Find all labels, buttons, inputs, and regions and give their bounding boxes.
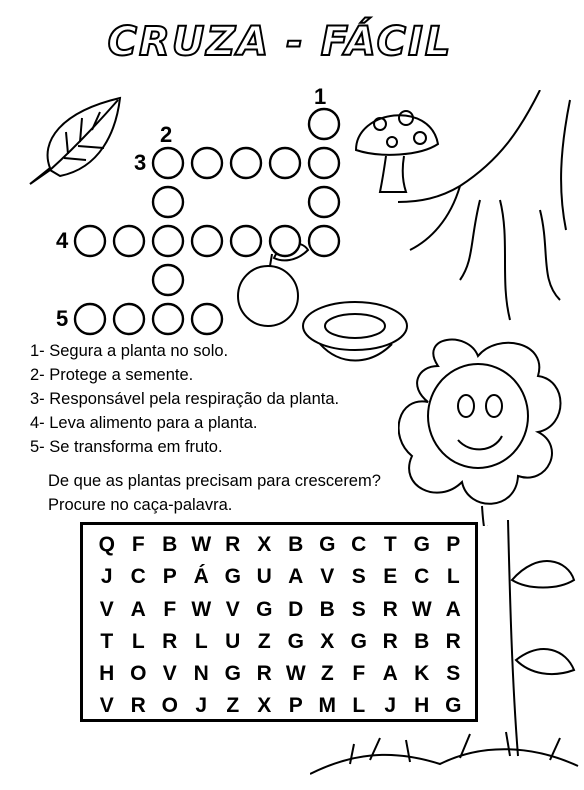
word-search-letter[interactable]: V [99,694,114,718]
word-search-letter[interactable]: L [194,629,208,653]
word-search-letter[interactable]: L [352,694,366,718]
crossword-cell[interactable] [153,148,183,178]
word-search-letter[interactable]: W [191,597,212,621]
crossword-cell[interactable] [75,304,105,334]
clue-number-5: 5 [56,306,69,331]
crossword-grid [0,0,584,340]
word-search-letter[interactable]: A [445,597,461,621]
word-search-letter[interactable]: B [414,629,430,653]
word-search-letter[interactable]: Q [98,533,115,556]
crossword-cell[interactable] [270,148,300,178]
word-search-letter[interactable]: C [130,565,146,589]
crossword-cell[interactable] [114,226,144,256]
word-search-letter[interactable]: H [414,694,430,718]
crossword-cell[interactable] [309,148,339,178]
word-search-letter[interactable]: S [351,565,366,589]
word-search-letter[interactable]: R [256,662,272,686]
word-search-letter[interactable]: W [411,597,432,621]
clue-number-4: 4 [56,228,69,253]
word-search-letter[interactable]: G [224,565,241,589]
word-search-letter[interactable]: D [288,597,304,621]
word-search-letter[interactable]: W [191,533,212,556]
word-search-letter[interactable]: P [446,533,461,556]
word-search-letter[interactable]: G [319,533,336,556]
word-search-letter[interactable]: M [318,694,336,718]
word-search-letter[interactable]: N [193,662,209,686]
word-search-letter[interactable]: F [352,662,366,686]
clue-number-2: 2 [160,122,173,147]
crossword-cell[interactable] [309,109,339,139]
word-search-letter[interactable]: K [414,662,430,686]
word-search-letter[interactable]: J [100,565,113,589]
question-line-2: Procure no caça-palavra. [48,496,233,514]
crossword-cell[interactable] [153,187,183,217]
word-search-letter[interactable]: R [225,533,241,556]
word-search-letter[interactable]: T [100,629,114,653]
word-search-letter[interactable]: B [319,597,335,621]
grass-illustration [310,724,580,784]
word-search-letter[interactable]: G [287,629,304,653]
word-search-letter[interactable]: R [130,694,146,718]
word-search-letter[interactable]: Á [193,565,209,589]
question-line-1: De que as plantas precisam para crescerem? [48,472,381,490]
word-search-letter[interactable]: Z [257,629,271,653]
word-search-letter[interactable]: S [351,597,366,621]
word-search-letter[interactable]: L [446,565,460,589]
word-search-letter[interactable]: C [414,565,430,589]
word-search-letter[interactable]: V [225,597,240,621]
word-search-letter[interactable]: G [224,662,241,686]
word-search-letter[interactable]: S [446,662,461,686]
smiling-flower-illustration [398,336,568,526]
word-search-letter[interactable]: G [350,629,367,653]
crossword-cell[interactable] [192,148,222,178]
word-search-letter[interactable]: U [256,565,272,589]
word-search-letter[interactable]: X [320,629,335,653]
crossword-cell[interactable] [153,265,183,295]
word-search-letter[interactable]: O [161,694,178,718]
word-search-letter[interactable]: V [162,662,177,686]
word-search-letter[interactable]: L [131,629,145,653]
clue-5: 5- Se transforma em fruto. [30,438,223,456]
clue-2: 2- Protege a semente. [30,366,194,384]
word-search-letter[interactable]: E [383,565,398,589]
crossword-cell[interactable] [153,226,183,256]
word-search-letter[interactable]: R [382,597,398,621]
crossword-cell[interactable] [75,226,105,256]
word-search-letter[interactable]: R [382,629,398,653]
word-search-letter[interactable]: A [288,565,304,589]
clue-number-1: 1 [314,84,327,109]
word-search-letter[interactable]: J [195,694,208,718]
word-search-letter[interactable]: F [163,597,177,621]
word-search-letter[interactable]: C [351,533,367,556]
word-search-letter[interactable]: X [257,533,272,556]
word-search-letter[interactable]: H [99,662,115,686]
word-search-letter[interactable]: X [257,694,272,718]
crossword-cell[interactable] [114,304,144,334]
word-search-letter[interactable]: R [445,629,461,653]
word-search-letter[interactable]: Z [226,694,240,718]
word-search-letter[interactable]: V [99,597,114,621]
word-search-letter[interactable]: O [130,662,147,686]
word-search-letter[interactable]: P [288,694,303,718]
word-search-letter[interactable]: G [445,694,462,718]
crossword-cell[interactable] [309,226,339,256]
word-search-letter[interactable]: B [162,533,178,556]
word-search-letter[interactable]: U [225,629,241,653]
word-search-letter[interactable]: A [130,597,146,621]
word-search-grid [91,529,469,723]
crossword-cell[interactable] [192,304,222,334]
word-search-box [80,522,478,722]
clue-3: 3- Responsável pela respiração da planta. [30,390,340,408]
word-search-letter[interactable]: P [162,565,177,589]
word-search-letter[interactable]: F [131,533,145,556]
word-search-letter[interactable]: W [285,662,306,686]
word-search-letter[interactable]: A [382,662,398,686]
clue-4: 4- Leva alimento para a planta. [30,414,258,432]
clue-number-3: 3 [134,150,147,175]
crossword-cell[interactable] [192,226,222,256]
crossword-cell[interactable] [231,226,261,256]
crossword-cell[interactable] [309,187,339,217]
word-search-letter[interactable]: G [256,597,273,621]
word-search-letter[interactable]: B [288,533,304,556]
crossword-cell[interactable] [270,226,300,256]
word-search-letter[interactable]: R [162,629,178,653]
clue-1: 1- Segura a planta no solo. [30,342,229,360]
word-search-letter[interactable]: Z [320,662,334,686]
word-search-letter[interactable]: T [383,533,397,556]
crossword-cell[interactable] [153,304,183,334]
crossword-cell[interactable] [231,148,261,178]
word-search-letter[interactable]: J [384,694,397,718]
page-title-text: CRUZA - FÁCIL [107,19,453,65]
word-search-letter[interactable]: G [413,533,430,556]
word-search-letter[interactable]: V [320,565,335,589]
